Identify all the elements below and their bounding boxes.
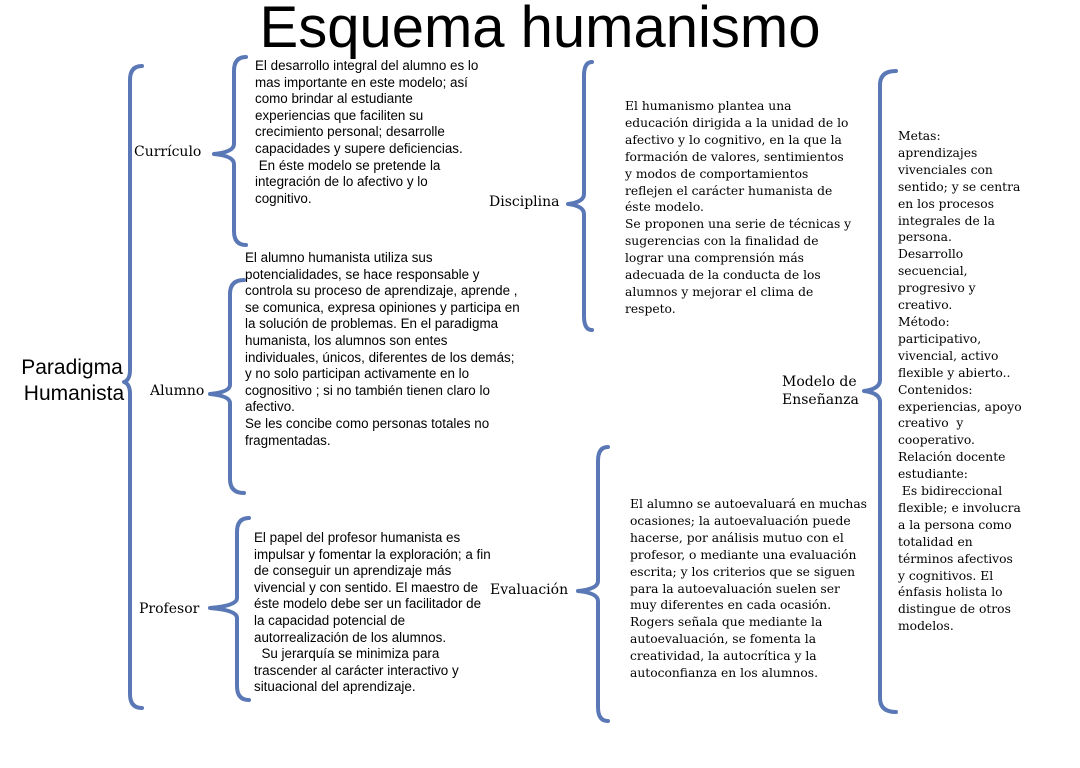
modelo-text-p5: Relación docente estudiante: bbox=[898, 450, 1006, 482]
alumno-label: Alumno bbox=[150, 383, 205, 399]
profesor-text-p1: El papel del profesor humanista es impulsar y fomentar la exploración; a fin de conseguir un aprendizaje más vivencial y con sentido. El maestro de éste modelo debe ser un facilitador de la capacidad potencial de autorrealización de los alumnos. bbox=[254, 530, 491, 645]
modelo-text-p3: Método: participativo, vivencial, activo flexible y abierto.. bbox=[898, 314, 1011, 380]
modelo-text-p2: Desarrollo secuencial, progresivo y creativo. bbox=[898, 247, 976, 313]
modelo-label-line1: Modelo de bbox=[782, 374, 857, 390]
root-label-line2: Humanista bbox=[23, 382, 125, 405]
root-label-line1: Paradigma bbox=[21, 356, 123, 379]
root-label bbox=[10, 355, 134, 407]
modelo-label-line2: Enseñanza bbox=[782, 392, 859, 408]
modelo-text-p1: Metas: aprendizajes vivenciales con sentido; y se centra en los procesos integrales de la persona. bbox=[898, 129, 1021, 245]
modelo-text bbox=[898, 128, 1026, 635]
curriculo-label: Currículo bbox=[134, 144, 202, 160]
curriculo-bracket bbox=[214, 57, 246, 245]
disciplina-text bbox=[625, 98, 853, 318]
evaluacion-label: Evaluación bbox=[490, 582, 569, 598]
profesor-bracket bbox=[210, 518, 249, 700]
evaluacion-bracket bbox=[578, 447, 608, 721]
disciplina-bracket bbox=[568, 62, 592, 330]
modelo-text-p6: Es bidireccional flexible; e involucra a la persona como totalidad en términos afectivos y cognitivos. El énfasis holista lo distingue de otros modelos. bbox=[898, 484, 1025, 634]
evaluacion-text bbox=[630, 496, 868, 682]
page-title: Esquema humanismo bbox=[259, 0, 821, 60]
disciplina-text-p1: El humanismo plantea una educación dirigida a la unidad de lo afectivo y lo cognitivo, en la que la formación de valores, sentimientos y modos de comportamientos reflejen el carácter humanista de éste modelo. bbox=[625, 99, 853, 215]
alumno-text-p1: El alumno humanista utiliza sus potencialidades, se hace responsable y controla su proceso de aprendizaje, aprende , se comunica, expresa opiniones y participa en la solución de problemas. En el paradigma humanista, los alumnos son entes individuales, únicos, diferentes de los demás; y no solo participan activamente en lo cognositivo ; si no también tienen claro lo afectivo. bbox=[245, 250, 520, 415]
modelo-bracket bbox=[864, 71, 896, 712]
profesor-text bbox=[254, 530, 492, 696]
curriculo-text bbox=[255, 58, 485, 207]
curriculo-text-p1: El desarrollo integral del alumno es lo mas importante en este modelo; así como brindar al estudiante experiencias que faciliten su crecimiento personal; desarrolle capacidades y supere deficiencias. bbox=[255, 58, 479, 156]
evaluacion-text-p1: El alumno se autoevaluará en muchas ocasiones; la autoevaluación puede hacerse, por análisis mutuo con el profesor, o mediante una evaluación escrita; y los criterios que se siguen para la autoevaluación suelen ser muy diferentes en cada ocasión. bbox=[630, 497, 867, 613]
modelo-label bbox=[782, 373, 859, 409]
disciplina-label: Disciplina bbox=[489, 194, 560, 210]
disciplina-text-p2: Se proponen una serie de técnicas y sugerencias con la finalidad de lograr una comprensión más adecuada de la conducta de los alumnos y mejorar el clima de respeto. bbox=[625, 217, 852, 316]
curriculo-text-p2: En éste modelo se pretende la integración de lo afectivo y lo cognitivo. bbox=[255, 157, 445, 206]
alumno-bracket bbox=[210, 280, 244, 493]
alumno-text-p2: Se les concibe como personas totales no fragmentadas. bbox=[245, 415, 490, 448]
evaluacion-text-p2: Rogers señala que mediante la autoevaluación, se fomenta la creatividad, la autocrítica y la autoconfianza en los alumnos. bbox=[630, 615, 823, 681]
profesor-text-p2: Su jerarquía se minimiza para trascender al carácter interactivo y situacional del aprendizaje. bbox=[254, 646, 463, 695]
alumno-text bbox=[245, 250, 520, 449]
profesor-label: Profesor bbox=[139, 601, 200, 617]
modelo-text-p4: Contenidos: experiencias, apoyo creativo y cooperativo. bbox=[898, 382, 1026, 448]
